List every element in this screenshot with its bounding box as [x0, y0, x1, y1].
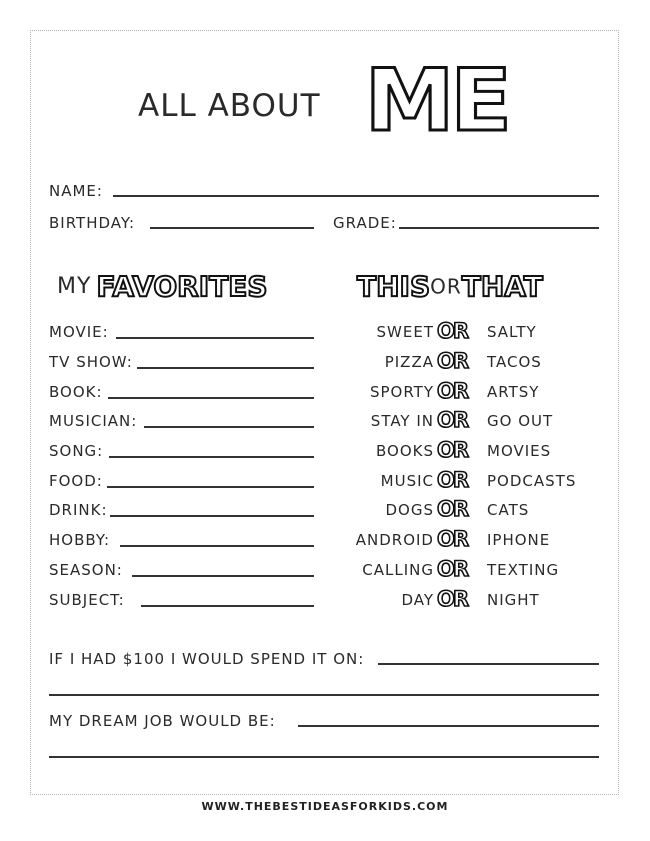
dream-job-field-line-1[interactable]: [298, 725, 599, 727]
choice-left[interactable]: PIZZA: [384, 353, 434, 371]
favorites-heading-prefix: MY: [57, 274, 92, 299]
grade-field[interactable]: [399, 227, 599, 229]
spend-100-field-line-1[interactable]: [378, 663, 599, 665]
choice-right[interactable]: GO OUT: [487, 412, 554, 430]
or-bubble-icon: OR: [437, 379, 468, 403]
favorite-field-movie[interactable]: [116, 337, 314, 339]
choice-row: [330, 557, 600, 583]
choice-right[interactable]: TACOS: [487, 353, 542, 371]
choice-row: [330, 587, 600, 613]
favorites-heading: [57, 270, 268, 303]
birthday-field[interactable]: [150, 227, 314, 229]
grade-label: GRADE:: [333, 214, 397, 232]
choice-right[interactable]: TEXTING: [487, 561, 560, 579]
choice-row: [330, 319, 600, 345]
choice-left[interactable]: SWEET: [376, 323, 434, 341]
favorite-field-song[interactable]: [109, 456, 314, 458]
favorite-field-book[interactable]: [108, 397, 314, 399]
favorite-label-drink: DRINK:: [49, 501, 108, 519]
favorite-field-food[interactable]: [107, 486, 314, 488]
or-bubble-icon: OR: [437, 497, 468, 521]
favorite-field-season[interactable]: [132, 575, 314, 577]
favorite-label-musician: MUSICIAN:: [49, 412, 138, 430]
or-bubble-icon: OR: [437, 468, 468, 492]
or-bubble-icon: OR: [437, 349, 468, 373]
choice-left[interactable]: DOGS: [385, 501, 434, 519]
choice-right[interactable]: SALTY: [487, 323, 537, 341]
choice-row: [330, 438, 600, 464]
spend-100-field-line-2[interactable]: [49, 694, 599, 696]
choice-right[interactable]: IPHONE: [487, 531, 551, 549]
that-bubble: THAT: [461, 270, 543, 303]
choice-left[interactable]: CALLING: [362, 561, 434, 579]
this-or-that-heading: [357, 270, 543, 303]
choice-left[interactable]: MUSIC: [380, 472, 434, 490]
footer-website: WWW.THEBESTIDEASFORKIDS.COM: [201, 800, 449, 813]
favorite-field-musician[interactable]: [144, 426, 314, 428]
choice-right[interactable]: MOVIES: [487, 442, 552, 460]
favorite-label-song: SONG:: [49, 442, 104, 460]
name-label: NAME:: [49, 182, 103, 200]
birthday-label: BIRTHDAY:: [49, 214, 136, 232]
or-bubble-icon: OR: [437, 557, 468, 581]
favorite-label-season: SEASON:: [49, 561, 123, 579]
title-me-bubble: ME: [364, 51, 508, 151]
choice-left[interactable]: BOOKS: [376, 442, 434, 460]
choice-row: [330, 527, 600, 553]
choice-left[interactable]: SPORTY: [369, 383, 434, 401]
favorite-label-tv-show: TV SHOW:: [49, 353, 133, 371]
dream-job-field-line-2[interactable]: [49, 756, 599, 758]
name-field[interactable]: [113, 195, 599, 197]
or-bubble-icon: OR: [437, 408, 468, 432]
choice-left[interactable]: STAY IN: [370, 412, 434, 430]
favorite-label-food: FOOD:: [49, 472, 103, 490]
choice-row: [330, 408, 600, 434]
choice-row: [330, 497, 600, 523]
choice-left[interactable]: DAY: [401, 591, 434, 609]
dream-job-label: MY DREAM JOB WOULD BE:: [49, 712, 276, 730]
choice-row: [330, 349, 600, 375]
favorite-label-subject: SUBJECT:: [49, 591, 125, 609]
favorite-label-book: BOOK:: [49, 383, 103, 401]
favorite-label-hobby: HOBBY:: [49, 531, 111, 549]
this-bubble: THIS: [357, 270, 431, 303]
favorite-field-hobby[interactable]: [120, 545, 314, 547]
choice-left[interactable]: ANDROID: [355, 531, 434, 549]
choice-row: [330, 468, 600, 494]
choice-right[interactable]: ARTSY: [487, 383, 540, 401]
or-bubble-icon: OR: [437, 527, 468, 551]
favorite-field-tv-show[interactable]: [137, 367, 314, 369]
or-small-text: OR: [430, 274, 462, 299]
or-bubble-icon: OR: [437, 587, 468, 611]
choice-row: [330, 379, 600, 405]
choice-right[interactable]: NIGHT: [487, 591, 540, 609]
favorite-field-drink[interactable]: [110, 515, 314, 517]
title-all-about: ALL ABOUT: [138, 88, 321, 124]
favorite-label-movie: MOVIE:: [49, 323, 109, 341]
choice-right[interactable]: CATS: [487, 501, 530, 519]
choice-right[interactable]: PODCASTS: [487, 472, 577, 490]
or-bubble-icon: OR: [437, 438, 468, 462]
spend-100-label: IF I HAD $100 I WOULD SPEND IT ON:: [49, 650, 365, 668]
favorites-heading-bubble: FAVORITES: [96, 270, 268, 303]
or-bubble-icon: OR: [437, 319, 468, 343]
favorite-field-subject[interactable]: [141, 605, 314, 607]
